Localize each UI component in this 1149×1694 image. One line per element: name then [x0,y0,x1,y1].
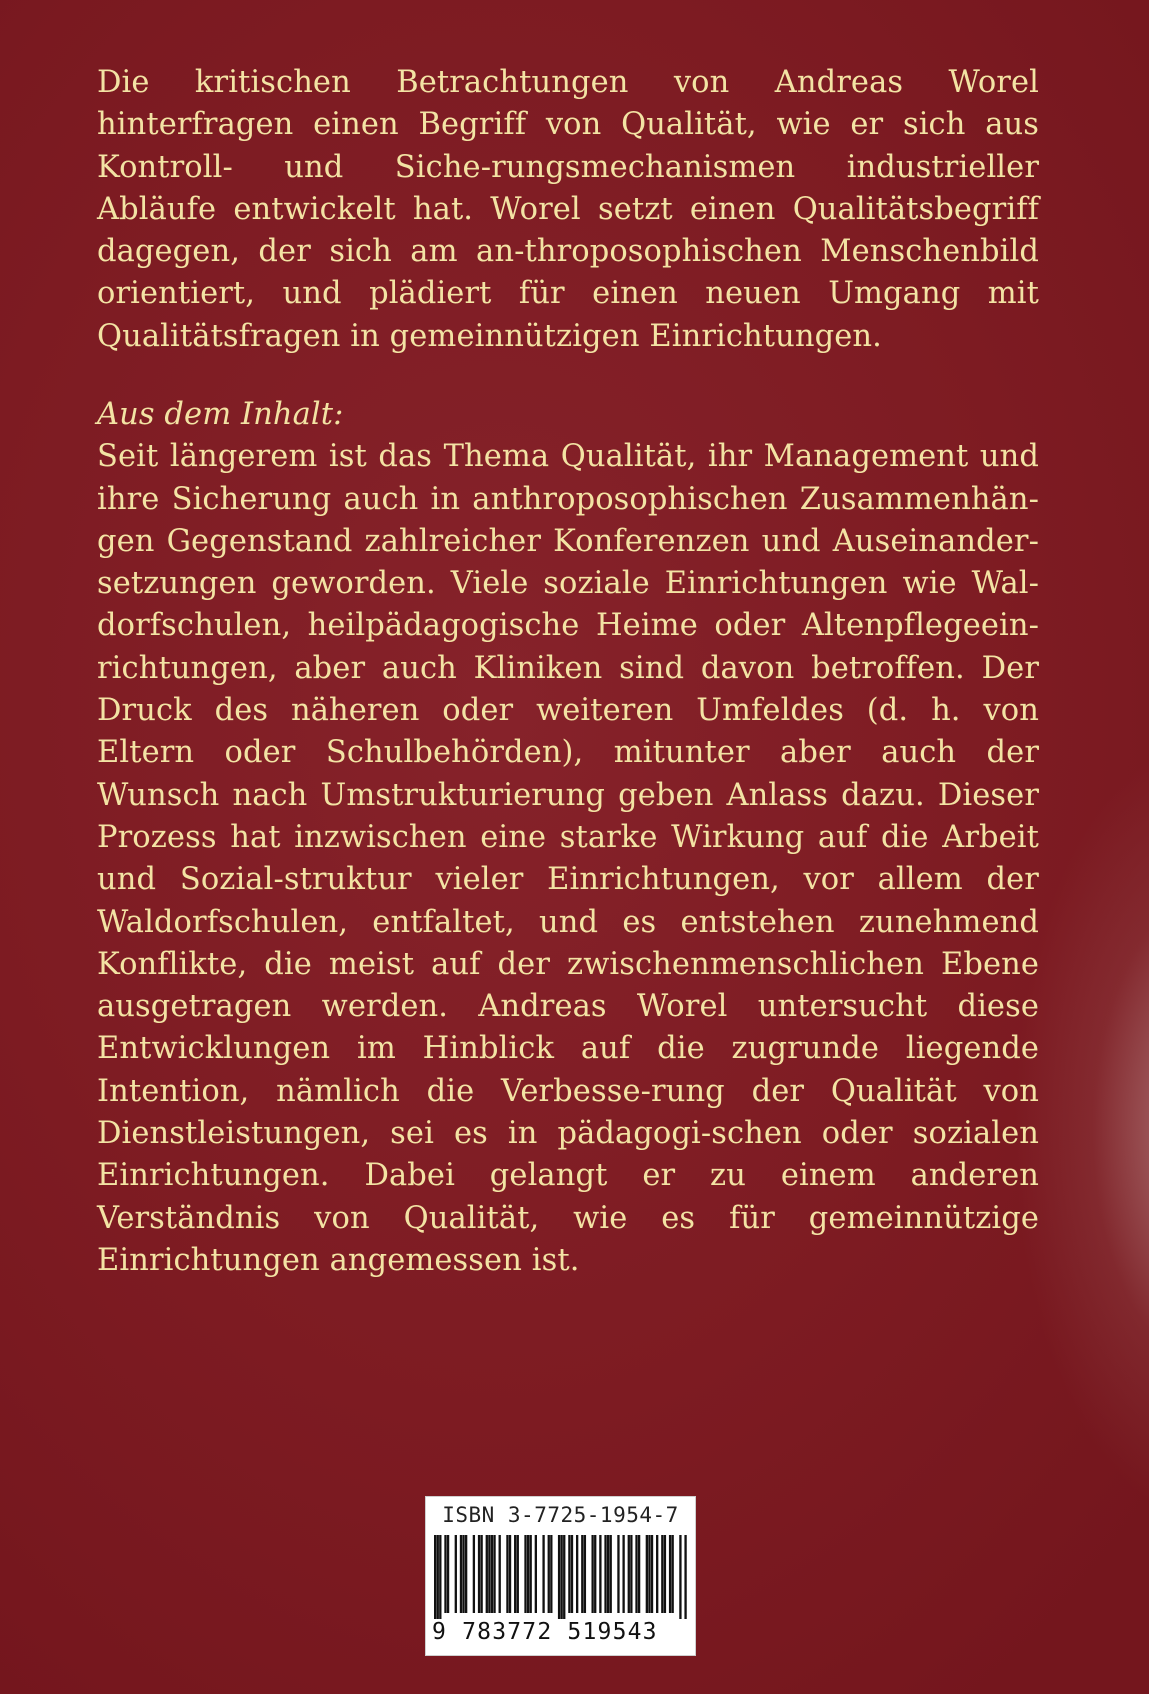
barcode-bar [684,1535,686,1619]
barcode-bar [638,1535,640,1613]
barcode-bar [568,1535,570,1613]
section-body: Seit längerem ist das Thema Qualität, ihr Management und ihre Sicherung auch in anthroposophischen Zusammenhän-gen Gegenstand zahlreicher Konferenzen und Auseinander-setzungen geworden. Viele soziale Einrichtungen wie Wal-dorfschulen, heilpädagogische Heime oder Altenpflegeein-richtungen, aber auch Kliniken sind davon betroffen. Der Druck des näheren oder weiteren Umfeldes (d. h. von Eltern oder Schulbehörden), mitunter aber auch der Wunsch nach Umstrukturierung geben Anlass dazu. Dieser Prozess hat inzwischen eine starke Wirkung auf die Arbeit und Sozial-struktur vieler Einrichtungen, vor allem der Waldorfschulen, entfaltet, und es entstehen zunehmend Konflikte, die meist auf der zwischenmenschlichen Ebene ausgetragen werden. Andreas Worel untersucht diese Entwicklungen im Hinblick auf die zugrunde liegende Intention, nämlich die Verbesse-rung der Qualität von Dienstleistungen, sei es in pädagogi-schen oder sozialen Einrichtungen. Dabei gelangt er zu einem anderen Verständnis von Qualität, wie es für gemeinnützige Einrichtungen angemessen ist. [97,439,1039,1278]
barcode-bar [478,1535,480,1613]
barcode-digits: 9 783772 519543 [432,1619,658,1645]
barcode-bar [550,1535,552,1613]
barcode-bar [439,1535,441,1619]
barcode-bar [486,1535,488,1613]
barcode-bar [444,1535,446,1613]
barcode-bar [661,1535,663,1613]
barcode-bar [646,1535,648,1613]
barcode-bar [581,1535,583,1613]
barcode-bar [576,1535,578,1613]
barcode-bar [679,1535,681,1619]
barcode-bar [460,1535,462,1613]
barcode-bar [491,1535,493,1613]
barcode-bar [455,1535,457,1613]
barcode-bar [604,1535,606,1613]
barcode-bar [488,1535,490,1613]
barcode-bar [558,1535,560,1619]
barcode-bar [622,1535,624,1613]
barcode-bar [628,1535,630,1613]
barcode-bar [509,1535,511,1613]
barcode-bar [530,1535,532,1613]
barcode-bar [548,1535,550,1613]
barcode-bar [473,1535,475,1613]
barcode-bar [535,1535,537,1613]
intro-paragraph: Die kritischen Betrachtungen von Andreas Worel hinterfragen einen Begriff von Qualität, wie er sich aus Kontroll- und Siche-rungsmechanismen industrieller Abläufe entwickelt hat. Worel setzt einen Qualitätsbegriff dagegen, der sich am an-throposophischen Menschenbild orientiert, und plädiert für einen neuen Umgang mit Qualitätsfragen in gemeinnützigen Einrichtungen. [97,65,1039,354]
barcode-bar [607,1535,609,1613]
barcode-bar [437,1535,439,1619]
barcode-bar [563,1535,565,1619]
barcode-bar [447,1535,449,1613]
barcode-bar [506,1535,508,1613]
barcode-bar [480,1535,482,1613]
barcode-bar [462,1535,464,1613]
barcode-bar [591,1535,593,1613]
barcode-bar [542,1535,544,1613]
barcode-bar [648,1535,650,1613]
barcode-bar [656,1535,658,1613]
barcode-bar [571,1535,573,1613]
barcode-bar [664,1535,666,1613]
barcode-bar [434,1535,436,1619]
barcode-bar [635,1535,637,1613]
barcode-bar [584,1535,586,1613]
barcode-bar [610,1535,612,1613]
barcode-bar [599,1535,601,1613]
section-heading: Aus dem Inhalt: [97,397,344,432]
barcode-bar [465,1535,467,1613]
isbn-barcode [425,1496,696,1656]
isbn-label: ISBN 3-7725-1954-7 [442,1503,679,1527]
barcode-bar [651,1535,653,1613]
barcode-bar [594,1535,596,1613]
barcode-bar [499,1535,501,1613]
barcode-bar [630,1535,632,1613]
barcode-bar [517,1535,519,1613]
barcode-bar [527,1535,529,1613]
barcode-bar [561,1535,563,1619]
barcode-bar [524,1535,526,1613]
barcode-bar [669,1535,671,1613]
barcode-bar [493,1535,495,1613]
barcode-bar [617,1535,619,1613]
barcode-bar [514,1535,516,1613]
contents-section [97,394,1039,1282]
barcode-bars [434,1535,687,1619]
barcode-bar [672,1535,674,1613]
